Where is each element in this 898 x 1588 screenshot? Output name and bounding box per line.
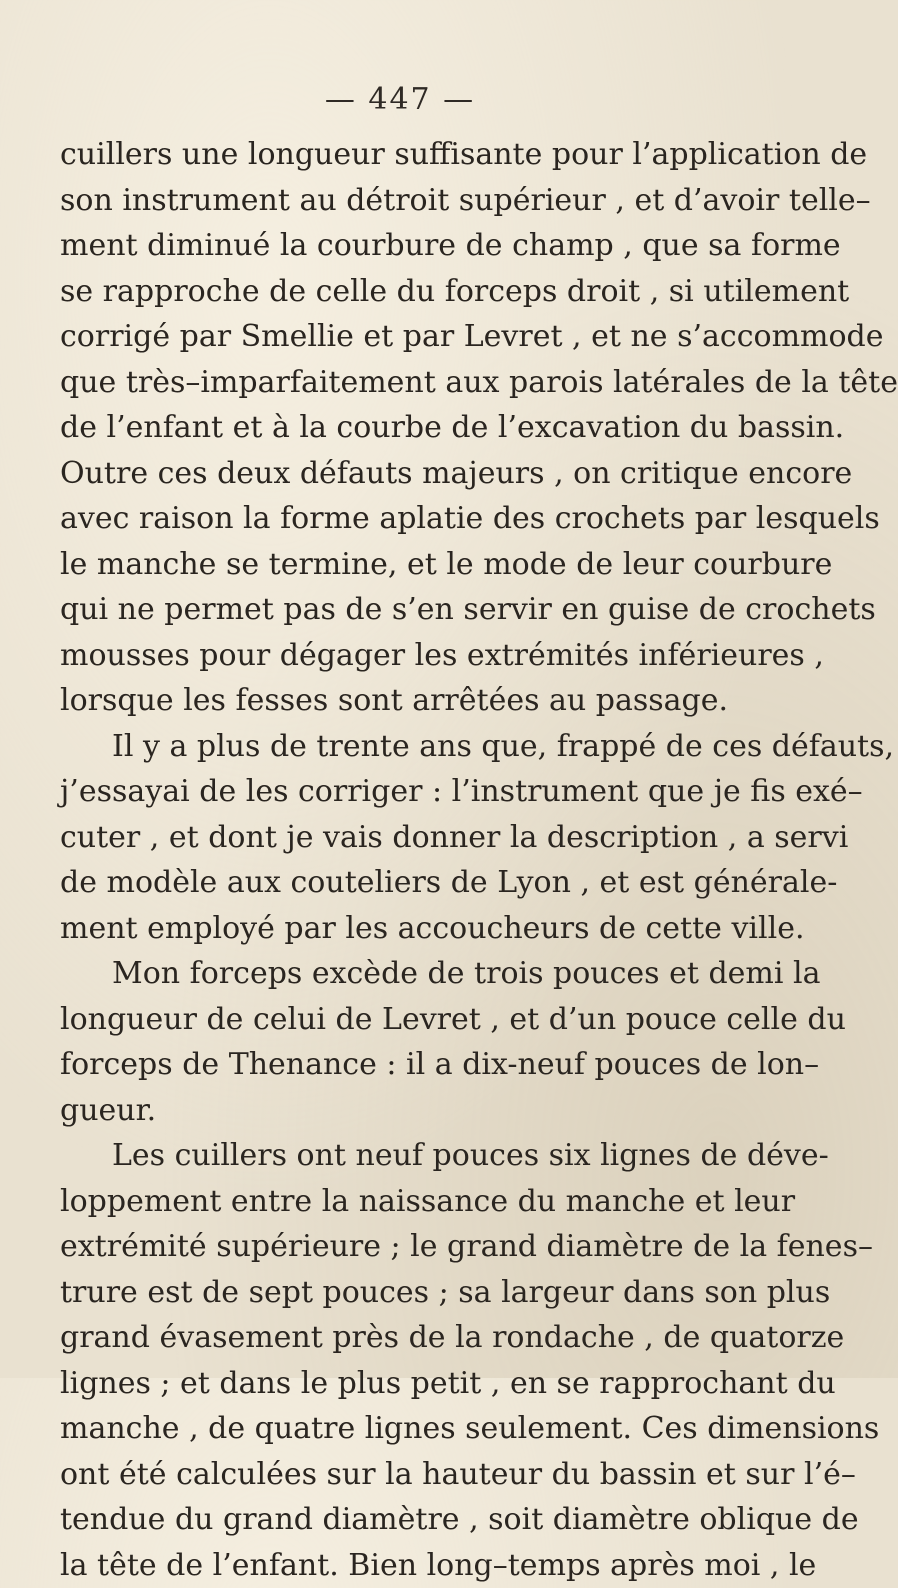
- text-line: tendue du grand diamètre , soit diamètre oblique de: [60, 1497, 778, 1543]
- text-line: lorsque les fesses sont arrêtées au passage.: [60, 678, 778, 724]
- text-line: Outre ces deux défauts majeurs , on critique encore: [60, 451, 778, 497]
- text-line: cuter , et dont je vais donner la description , a servi: [60, 815, 778, 861]
- text-line: la tête de l’enfant. Bien long–temps après moi , le: [60, 1543, 778, 1588]
- text-line: lignes ; et dans le plus petit , en se rapprochant du: [60, 1361, 778, 1407]
- text-line: trure est de sept pouces ; sa largeur dans son plus: [60, 1270, 778, 1316]
- text-line: j’essayai de les corriger : l’instrument que je fis exé–: [60, 769, 778, 815]
- text-line: forceps de Thenance : il a dix-neuf pouces de lon–: [60, 1042, 778, 1088]
- text-line: qui ne permet pas de s’en servir en guise de crochets: [60, 587, 778, 633]
- text-line: que très–imparfaitement aux parois latérales de la tête: [60, 360, 778, 406]
- body-text: [60, 132, 778, 1588]
- page-number-header: — 447 —: [0, 82, 800, 118]
- text-line: mousses pour dégager les extrémités inférieures ,: [60, 633, 778, 679]
- text-line: ment diminué la courbure de champ , que sa forme: [60, 223, 778, 269]
- text-line: ont été calculées sur la hauteur du bassin et sur l’é–: [60, 1452, 778, 1498]
- text-line: gueur.: [60, 1088, 778, 1134]
- text-line: longueur de celui de Levret , et d’un pouce celle du: [60, 997, 778, 1043]
- text-line: corrigé par Smellie et par Levret , et ne s’accommode: [60, 314, 778, 360]
- text-line: le manche se termine, et le mode de leur courbure: [60, 542, 778, 588]
- text-line: de modèle aux couteliers de Lyon , et est générale-: [60, 860, 778, 906]
- text-line: loppement entre la naissance du manche et leur: [60, 1179, 778, 1225]
- text-line: extrémité supérieure ; le grand diamètre de la fenes–: [60, 1224, 778, 1270]
- text-line: Mon forceps excède de trois pouces et demi la: [60, 951, 778, 997]
- text-line: son instrument au détroit supérieur , et d’avoir telle–: [60, 178, 778, 224]
- text-line: ment employé par les accoucheurs de cette ville.: [60, 906, 778, 952]
- text-line: se rapproche de celle du forceps droit , si utilement: [60, 269, 778, 315]
- text-line: manche , de quatre lignes seulement. Ces dimensions: [60, 1406, 778, 1452]
- text-line: Il y a plus de trente ans que, frappé de ces défauts,: [60, 724, 778, 770]
- text-line: Les cuillers ont neuf pouces six lignes de déve-: [60, 1133, 778, 1179]
- text-line: de l’enfant et à la courbe de l’excavation du bassin.: [60, 405, 778, 451]
- text-line: cuillers une longueur suffisante pour l’application de: [60, 132, 778, 178]
- text-line: avec raison la forme aplatie des crochets par lesquels: [60, 496, 778, 542]
- text-line: grand évasement près de la rondache , de quatorze: [60, 1315, 778, 1361]
